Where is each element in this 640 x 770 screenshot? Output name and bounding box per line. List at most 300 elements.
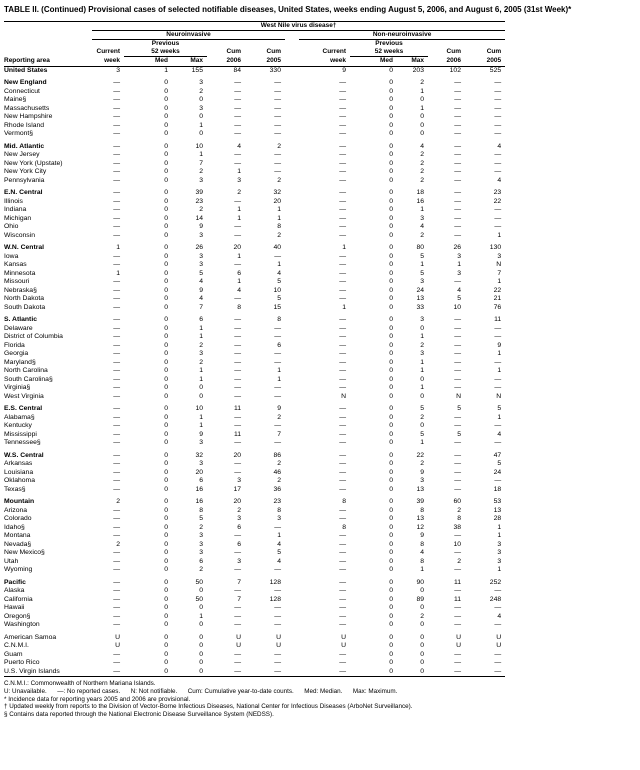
value-cell: — — [454, 485, 461, 493]
value-cell: — — [113, 392, 120, 400]
value-cell: 0 — [164, 540, 168, 548]
value-cell: 0 — [389, 197, 393, 205]
reporting-area-cell: Ohio — [4, 223, 19, 230]
value-cell: — — [113, 333, 120, 340]
value-cell: — — [234, 358, 241, 366]
value-cell: 1 — [237, 214, 241, 222]
reporting-area-cell: Puerto Rico — [4, 659, 40, 666]
value-cell: 16 — [195, 498, 203, 505]
table-row — [4, 549, 505, 558]
value-cell: 10 — [453, 540, 461, 548]
value-cell: — — [339, 121, 346, 129]
column-gap — [285, 240, 299, 253]
value-cell: 17 — [233, 485, 241, 493]
value-cell: — — [454, 316, 461, 323]
value-cell: — — [454, 650, 461, 658]
reporting-area-cell: Missouri — [4, 278, 30, 285]
value-cell: — — [113, 350, 120, 357]
value-cell: 0 — [164, 549, 168, 556]
header-spacer-cell — [285, 39, 299, 48]
value-cell: 2 — [420, 231, 424, 239]
reporting-area-cell: Utah — [4, 557, 19, 565]
value-cell: — — [274, 384, 281, 391]
table-row — [4, 96, 505, 105]
value-cell: 0 — [389, 79, 393, 86]
value-cell: — — [339, 341, 346, 349]
value-cell: 21 — [493, 295, 502, 302]
table-row — [4, 376, 505, 385]
value-cell: — — [113, 261, 120, 268]
value-cell: 20 — [195, 468, 203, 476]
value-cell: 1 — [420, 367, 424, 374]
header-spacer-cell — [4, 48, 92, 57]
column-gap — [285, 566, 299, 575]
reporting-area-cell: W.S. Central — [4, 451, 44, 459]
value-cell: 6 — [199, 316, 203, 323]
value-cell: 23 — [195, 197, 203, 205]
value-cell: 24 — [416, 286, 424, 294]
value-cell: 0 — [389, 578, 393, 586]
value-cell: 5 — [457, 405, 461, 412]
value-cell: — — [274, 104, 281, 112]
value-cell: 13 — [416, 295, 424, 302]
value-cell: — — [234, 468, 241, 476]
weeks52-label: 52 weeks — [124, 48, 207, 57]
value-cell: 3 — [199, 176, 203, 184]
value-cell: — — [274, 612, 281, 620]
value-cell: — — [454, 667, 461, 675]
value-cell: — — [274, 523, 281, 531]
column-gap — [285, 333, 299, 342]
reporting-area-cell: Wisconsin — [4, 231, 35, 239]
column-gap — [285, 651, 299, 660]
value-cell: 0 — [389, 557, 393, 565]
value-cell: — — [339, 540, 346, 548]
value-cell: U — [115, 633, 120, 641]
value-cell: 1 — [199, 375, 203, 383]
value-cell: 20 — [273, 197, 281, 205]
value-cell: — — [113, 197, 120, 205]
group-header-neuroinvasive: Neuroinvasive — [92, 30, 285, 39]
table-row — [4, 139, 505, 152]
table-row — [4, 659, 505, 668]
value-cell: — — [339, 384, 346, 391]
value-cell: 3 — [199, 439, 203, 446]
value-cell: — — [234, 375, 241, 383]
value-cell: — — [234, 113, 241, 120]
value-cell: 3 — [237, 477, 241, 484]
value-cell: 4 — [420, 549, 424, 556]
previous-label: Previous — [375, 39, 403, 47]
column-gap — [285, 494, 299, 507]
value-cell: — — [234, 324, 241, 332]
value-cell: 3 — [199, 252, 203, 260]
value-cell: — — [339, 422, 346, 429]
value-cell: — — [454, 159, 461, 167]
value-cell: — — [454, 113, 461, 120]
value-cell: — — [234, 532, 241, 539]
value-cell: U — [236, 633, 241, 641]
column-gap — [285, 414, 299, 423]
value-cell: — — [494, 477, 502, 484]
column-gap — [285, 342, 299, 351]
value-cell: 0 — [164, 286, 168, 294]
value-cell: — — [274, 252, 281, 260]
value-cell: 20 — [233, 244, 241, 251]
value-cell: 0 — [389, 206, 393, 213]
value-cell: 0 — [420, 587, 424, 594]
value-cell: — — [339, 375, 346, 383]
column-gap — [285, 393, 299, 402]
value-cell: — — [113, 316, 120, 323]
value-cell: — — [274, 159, 281, 167]
table-row — [4, 198, 505, 207]
value-cell: 10 — [195, 405, 203, 412]
value-cell: 3 — [420, 278, 424, 285]
value-cell: 13 — [493, 506, 502, 514]
value-cell: 1 — [277, 206, 281, 213]
weeks52-label: 52 weeks — [350, 48, 428, 57]
value-cell: — — [234, 422, 241, 429]
value-cell: 0 — [164, 113, 168, 120]
value-cell: 2 — [420, 176, 424, 184]
value-cell: — — [339, 413, 346, 421]
value-cell: 0 — [164, 566, 168, 573]
value-cell: 3 — [497, 540, 502, 548]
header-spacer-cell — [299, 39, 350, 48]
year2006-label: 2006 — [207, 56, 245, 66]
value-cell: 3 — [199, 231, 203, 239]
value-cell: — — [113, 621, 120, 628]
value-cell: 7 — [237, 595, 241, 603]
value-cell: — — [339, 223, 346, 230]
value-cell: — — [454, 176, 461, 184]
value-cell: N — [496, 392, 502, 400]
value-cell: 4 — [497, 612, 502, 620]
value-cell: — — [113, 168, 120, 175]
value-cell: U — [115, 642, 120, 649]
value-cell: — — [113, 515, 120, 522]
value-cell: — — [234, 121, 241, 129]
value-cell: 0 — [199, 113, 203, 120]
value-cell: 0 — [199, 604, 203, 611]
value-cell: — — [454, 375, 461, 383]
table-row — [4, 295, 505, 304]
value-cell: — — [339, 316, 346, 323]
value-cell: 3 — [199, 460, 203, 467]
reporting-area-cell: Kansas — [4, 261, 27, 268]
value-cell: 1 — [199, 612, 203, 620]
value-cell: — — [454, 659, 461, 666]
value-cell: 0 — [389, 612, 393, 620]
value-cell: — — [113, 557, 120, 565]
value-cell: — — [113, 189, 120, 196]
value-cell: — — [494, 113, 502, 120]
value-cell: — — [494, 604, 502, 611]
value-cell: — — [454, 231, 461, 239]
value-cell: 9 — [199, 223, 203, 230]
value-cell: 0 — [164, 468, 168, 476]
value-cell: U — [341, 642, 346, 649]
value-cell: — — [339, 189, 346, 196]
value-cell: — — [494, 168, 502, 175]
table-row — [4, 384, 505, 393]
value-cell: 0 — [389, 633, 393, 641]
value-cell: — — [339, 549, 346, 556]
value-cell: 0 — [164, 485, 168, 493]
value-cell: 1 — [342, 303, 346, 311]
value-cell: 3 — [199, 549, 203, 556]
value-cell: 5 — [457, 295, 461, 302]
value-cell: 1 — [199, 367, 203, 374]
header-spacer-cell — [92, 39, 124, 48]
value-cell: 33 — [416, 303, 424, 311]
value-cell: — — [234, 130, 241, 137]
value-cell: 1 — [277, 261, 281, 268]
value-cell: — — [234, 460, 241, 467]
value-cell: — — [113, 206, 120, 213]
value-cell: — — [454, 532, 461, 539]
value-cell: — — [339, 79, 346, 86]
value-cell: 84 — [233, 66, 241, 74]
value-cell: — — [454, 223, 461, 230]
value-cell: 2 — [199, 358, 203, 366]
column-gap — [285, 185, 299, 198]
value-cell: 0 — [164, 341, 168, 349]
column-gap — [285, 460, 299, 469]
value-cell: 50 — [195, 578, 203, 586]
value-cell: 6 — [199, 477, 203, 484]
value-cell: 7 — [497, 269, 502, 277]
value-cell: 8 — [277, 316, 281, 323]
value-cell: 0 — [389, 252, 393, 260]
value-cell: — — [494, 151, 502, 158]
value-cell: — — [494, 324, 502, 332]
table-row — [4, 232, 505, 241]
value-cell: 9 — [199, 430, 203, 438]
column-gap — [285, 151, 299, 160]
value-cell: 3 — [199, 104, 203, 112]
value-cell: 0 — [389, 659, 393, 666]
value-cell: 0 — [389, 130, 393, 137]
value-cell: — — [274, 667, 281, 675]
column-gap — [285, 177, 299, 186]
header-spacer-cell — [4, 21, 92, 30]
value-cell: 0 — [199, 642, 203, 649]
current-label: Current — [96, 48, 120, 55]
table-row — [4, 558, 505, 567]
value-cell: 5 — [277, 295, 281, 302]
column-gap — [285, 295, 299, 304]
value-cell: — — [274, 168, 281, 175]
value-cell: 0 — [164, 324, 168, 332]
value-cell: — — [234, 350, 241, 357]
value-cell: 248 — [489, 595, 502, 603]
column-gap — [285, 325, 299, 334]
value-cell: N — [341, 392, 346, 400]
table-row — [4, 460, 505, 469]
value-cell: — — [339, 506, 346, 514]
value-cell: 2 — [420, 341, 424, 349]
column-gap — [285, 312, 299, 325]
value-cell: 0 — [164, 252, 168, 260]
value-cell: 0 — [164, 604, 168, 611]
value-cell: 5 — [497, 460, 502, 467]
value-cell: — — [113, 430, 120, 438]
value-cell: — — [274, 650, 281, 658]
reporting-area-cell: Maryland§ — [4, 358, 36, 366]
value-cell: 0 — [164, 405, 168, 412]
table-row — [4, 122, 505, 131]
value-cell: — — [494, 223, 502, 230]
value-cell: — — [113, 223, 120, 230]
value-cell: 6 — [237, 540, 241, 548]
value-cell: 4 — [199, 278, 203, 285]
table-row — [4, 359, 505, 368]
reporting-area-cell: Arkansas — [4, 460, 33, 467]
table-row — [4, 75, 505, 88]
value-cell: — — [234, 79, 241, 86]
value-cell: 0 — [164, 498, 168, 505]
value-cell: — — [234, 104, 241, 112]
reporting-area-cell: W.N. Central — [4, 244, 45, 251]
column-gap — [285, 278, 299, 287]
value-cell: — — [113, 532, 120, 539]
value-cell: U — [456, 633, 461, 641]
reporting-area-cell: North Carolina — [4, 367, 48, 374]
value-cell: 0 — [389, 532, 393, 539]
value-cell: — — [339, 557, 346, 565]
footnote-line: § Contains data reported through the National Electronic Disease Surveillance System (NEDSS). — [4, 711, 274, 719]
header-spacer-cell — [465, 39, 505, 48]
value-cell: 4 — [497, 142, 502, 150]
value-cell: 0 — [164, 214, 168, 222]
value-cell: 2 — [199, 206, 203, 213]
value-cell: — — [234, 439, 241, 446]
value-cell: 0 — [389, 231, 393, 239]
value-cell: 1 — [497, 523, 502, 531]
value-cell: 0 — [164, 87, 168, 95]
value-cell: — — [339, 650, 346, 658]
column-gap — [285, 105, 299, 114]
value-cell: — — [339, 468, 346, 476]
value-cell: 0 — [164, 515, 168, 522]
value-cell: — — [113, 341, 120, 349]
value-cell: 2 — [420, 159, 424, 167]
column-gap — [285, 130, 299, 139]
value-cell: 1 — [237, 206, 241, 213]
value-cell: 6 — [277, 341, 281, 349]
value-cell: 2 — [199, 566, 203, 573]
value-cell: — — [339, 587, 346, 594]
header-spacer-cell — [285, 30, 299, 39]
value-cell: 5 — [420, 405, 424, 412]
table-row — [4, 240, 505, 253]
value-cell: — — [339, 96, 346, 103]
value-cell: 0 — [389, 392, 393, 400]
value-cell: — — [494, 422, 502, 429]
value-cell: — — [454, 566, 461, 573]
value-cell: N — [496, 261, 502, 268]
value-cell: 4 — [199, 295, 203, 302]
table-row — [4, 215, 505, 224]
value-cell: 3 — [237, 515, 241, 522]
value-cell: 1 — [457, 261, 461, 268]
value-cell: 22 — [493, 197, 502, 205]
value-cell: — — [113, 566, 120, 573]
cum-label: Cum — [446, 48, 461, 55]
value-cell: U — [276, 633, 281, 641]
value-cell: 0 — [164, 176, 168, 184]
value-cell: — — [113, 659, 120, 666]
column-gap — [285, 422, 299, 431]
value-cell: 0 — [389, 316, 393, 323]
table-row — [4, 113, 505, 122]
value-cell: 53 — [493, 498, 502, 505]
value-cell: 20 — [233, 498, 241, 505]
column-gap — [285, 66, 299, 75]
value-cell: — — [339, 621, 346, 628]
value-cell: 9 — [420, 532, 424, 539]
value-cell: 0 — [389, 477, 393, 484]
value-cell: 2 — [199, 341, 203, 349]
value-cell: 1 — [277, 375, 281, 383]
column-gap — [285, 549, 299, 558]
value-cell: 0 — [389, 595, 393, 603]
value-cell: 0 — [164, 151, 168, 158]
value-cell: 3 — [237, 557, 241, 565]
table-row — [4, 439, 505, 448]
value-cell: 6 — [199, 557, 203, 565]
column-gap — [285, 384, 299, 393]
value-cell: — — [454, 604, 461, 611]
value-cell: 0 — [420, 130, 424, 137]
value-cell: — — [494, 439, 502, 446]
value-cell: 0 — [164, 244, 168, 251]
value-cell: 0 — [420, 121, 424, 129]
value-cell: 1 — [277, 532, 281, 539]
value-cell: — — [113, 113, 120, 120]
value-cell: — — [113, 151, 120, 158]
reporting-area-cell: Guam — [4, 650, 23, 658]
value-cell: — — [234, 87, 241, 95]
value-cell: 0 — [389, 604, 393, 611]
value-cell: — — [454, 87, 461, 95]
value-cell: 9 — [199, 286, 203, 294]
value-cell: — — [113, 121, 120, 129]
reporting-area-cell: Nevada§ — [4, 540, 32, 548]
value-cell: 0 — [389, 587, 393, 594]
value-cell: 0 — [389, 269, 393, 277]
value-cell: 24 — [493, 468, 502, 476]
value-cell: — — [113, 439, 120, 446]
value-cell: — — [454, 587, 461, 594]
value-cell: 0 — [389, 104, 393, 112]
value-cell: 1 — [237, 278, 241, 285]
value-cell: 0 — [389, 333, 393, 340]
value-cell: — — [113, 405, 120, 412]
value-cell: — — [113, 286, 120, 294]
column-gap — [285, 122, 299, 131]
value-cell: 0 — [164, 96, 168, 103]
column-gap — [285, 532, 299, 541]
value-cell: — — [454, 468, 461, 476]
value-cell: — — [454, 189, 461, 196]
value-cell: 4 — [277, 269, 281, 277]
value-cell: 0 — [164, 392, 168, 400]
value-cell: 0 — [164, 642, 168, 649]
value-cell: 0 — [420, 621, 424, 628]
